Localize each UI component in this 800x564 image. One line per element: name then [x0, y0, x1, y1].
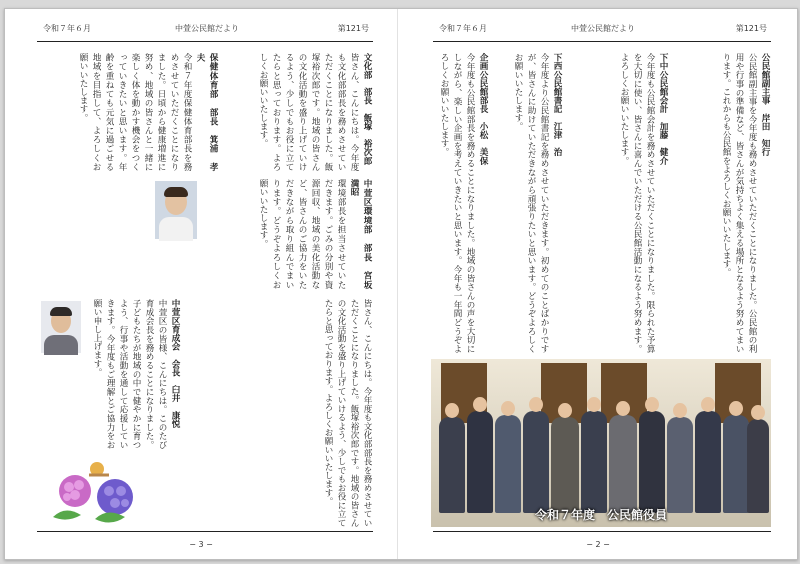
page-2 [401, 9, 795, 559]
header-title: 中萱公民館だより [175, 24, 239, 33]
header-issue-2: 第121号 [735, 24, 767, 33]
article-continued-text: 皆さん、こんにちは。今年度も文化部部長を務めさせていただくことになりました。飯塚裕次郎です。地域の皆さんの文化活動を盛り上げていけるよう、少しでもお役に立てたらと思っております。よろしくお願いいたします。 [323, 299, 372, 527]
article-hoken-text: 令和７年度保健体育部長を務めさせていただくことになりました。日頃から健康増進に努め、地域の皆さんと一緒に楽しく体を動かす機会をつくっていきたいと思います。年齢を重ねても元気に過ごせる地域を目指して、よろしくお願いいたします。 [78, 53, 192, 171]
article-kankyo-role: 中萱区環境部 部長 [362, 179, 372, 262]
article-shoki-text: 今年度より公民館書記を務めさせていただきます。初めてのことばかりですが、皆さんに助けていただきながら頑張りたいと思います。どうぞよろしくお願いいたします。 [513, 53, 549, 353]
header-date-2: 令和７年６月 [439, 24, 487, 33]
article-kohou-role: 公民館副主事 [760, 53, 770, 105]
article-kankyo [183, 179, 373, 298]
article-kikaku-text: 今年度も公民館部長を務めることになりました。地域の皆さんの声を大切にしながら、楽しい企画を考えていきたいと思います。今年も一年間どうぞよろしくお願いいたします。 [439, 53, 475, 353]
article-kohou-text: 公民館副主事を今年度も務めさせていただくことになりました。公民館の利用や行事の準備など、皆さんが気持ちよく集える場所となるよう努めてまいります。これからも公民館をよろしくお願いいたします。 [721, 53, 757, 353]
article-hoken [39, 53, 219, 171]
header-title-2: 中萱公民館だより [571, 24, 635, 33]
article-shoki [493, 53, 563, 353]
page-fold [397, 9, 398, 559]
article-continued [183, 299, 373, 527]
article-kohou [675, 53, 771, 353]
article-shoki-name: 江津 治 [552, 121, 562, 157]
article-shoki-role: 下西公民館書記 [552, 53, 562, 114]
article-kikaku-name: 小松 美保 [478, 121, 488, 165]
officers-group-photo [431, 359, 771, 527]
ikusei-portrait [41, 301, 81, 353]
article-hoken-name: 箕浦 孝夫 [195, 53, 218, 171]
header-rule-2 [433, 41, 771, 42]
article-kaikei-name: 加藤 健介 [658, 121, 668, 165]
article-ikusei-name: 臼井 康悦 [170, 385, 180, 429]
article-kaikei-role: 下中公民館会計 [658, 53, 668, 114]
hydrangea-snail-illustration [45, 457, 149, 527]
article-ikusei-text: 中萱区の皆様、こんにちは。このたび育成会長を務めることになりました。子どもたちが地域の中で健やかに育つよう、行事や活動を通して応援していきます。今年度もご理解とご協力をお願い申し上げます。 [92, 299, 167, 449]
article-kaikei-text: 今年度も公民館会計を務めさせていただくことになりました。限られた予算を大切に使い、皆さんに喜んでいただける公民館活動になるよう努めます。よろしくお願いいたします。 [619, 53, 655, 353]
page-number-3: − 3 − [189, 540, 213, 549]
page-number-2: − 2 − [586, 540, 610, 549]
article-kohou-name: 岸田 知行 [760, 113, 770, 157]
header-issue: 第121号 [337, 24, 369, 33]
article-bunka-text: 皆さん、こんにちは。今年度も文化部部長を務めさせていただくことになりました。飯塚裕次郎です。地域の皆さんの文化活動を盛り上げていけるよう、少しでもお役に立てたらと思っております。よろしくお願いいたします。 [258, 53, 359, 171]
header-rule [37, 41, 373, 42]
header-date: 令和７年６月 [43, 24, 91, 33]
article-bunka-role: 文化部 部長 [362, 53, 372, 105]
article-ikusei-role: 中萱区育成会 会長 [170, 299, 180, 377]
article-bunka-name: 飯塚 裕次郎 [362, 113, 372, 165]
article-kikaku-role: 企画公民館部長 [478, 53, 488, 114]
article-kaikei [569, 53, 669, 353]
article-kankyo-name: 宮坂 満昭 [349, 179, 372, 298]
newsletter-spread [4, 8, 798, 560]
article-bunka [245, 53, 373, 171]
kankyo-portrait [155, 181, 197, 239]
article-kikaku [435, 53, 489, 353]
group-photo-caption: 令和７年度 公民館役員 [534, 508, 667, 522]
page-3 [5, 9, 397, 559]
footer-rule-2 [433, 531, 771, 532]
footer-rule [37, 531, 373, 532]
article-kankyo-text: 環境部長を担当させていただきます。ごみの分別や資源回収、地域の美化活動など、皆さんのご協力をいただきながら取り組んでまいります。どうぞよろしくお願いいたします。 [258, 179, 346, 289]
article-hoken-role: 保健体育部 部長 [208, 53, 218, 126]
